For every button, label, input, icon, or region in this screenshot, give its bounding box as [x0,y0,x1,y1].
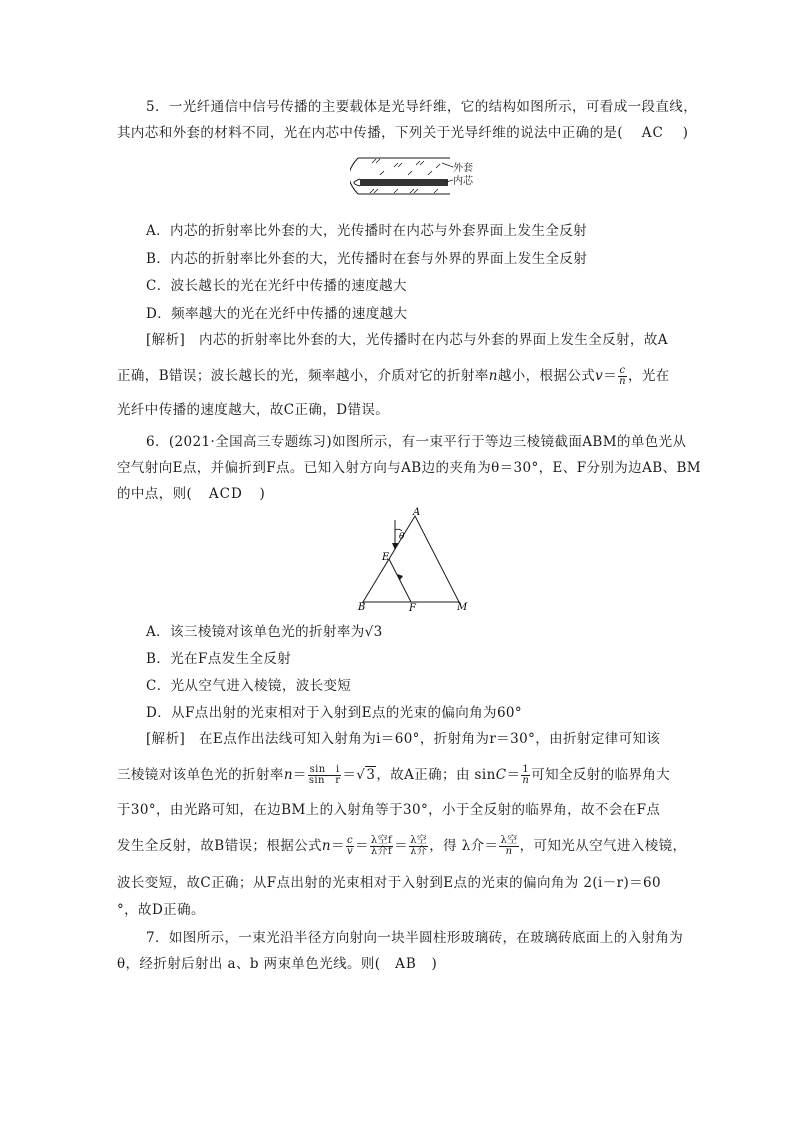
q6-sol-text-a: 三棱镜对该单色光的折射率 [117,767,284,783]
q5-option-a: A．内芯的折射率比外套的大，光传播时在内芯与外套界面上发生全反射 [146,223,588,239]
q6-option-b: B．光在F点发生全反射 [146,651,292,667]
q6-sol4-text-c: ，可知光从空气进入棱镜， [519,838,687,854]
frac-denominator: v [346,846,353,857]
q7-stem-text: θ，经折射后射出 a、b 两束单色光线。则( [117,956,381,972]
frac-numerator: λ空 [410,835,428,846]
frac-denominator: n [505,846,513,857]
q5-sol-var-n: n [488,368,498,384]
label-A: A [413,507,421,518]
sqrt-radicand: 3 [366,767,376,783]
q7-paren-close: ) [431,956,438,972]
fiber-label-outer: 外套 [453,163,473,174]
q6-sol4-eq2: ＝ [355,838,369,854]
label-B: B [358,602,366,613]
q6-sol4-text-b: ，得 λ介＝ [429,838,499,854]
frac-denominator: n [619,376,626,387]
q6-option-d: D．从F点出射的光束相对于入射到E点的光束的偏向角为60° [146,705,523,721]
frac-numerator: λ空f [370,835,393,846]
frac-denominator: n [522,775,530,786]
q6-solution-line-1: [解析] 在E点作出法线可知入射角为i＝60°，折射角为r＝30°，由折射定律可知该 [146,731,661,747]
q5-sol-text-a: 正确，B错误；波长越长的光，频率越小，介质对它的折射率 [117,368,489,384]
q6-sol-text-d: 可知全反射的临界角大 [531,767,671,783]
q5-option-c: C．波长越长的光在光纤中传播的速度越大 [146,278,407,294]
prism-triangle [363,516,459,602]
light-ray-inside [389,559,411,602]
q6-paren-close: ) [259,486,266,502]
q6-sol-sqrt: √3 [356,767,376,783]
q6-solution-line-6: °，故D正确。 [117,902,205,918]
fiber-label-inner: 内芯 [453,176,473,187]
q6-sol-fraction-sin [308,765,342,786]
q5-option-d: D．频率越大的光在光纤中传播的速度越大 [146,306,408,322]
q6-sol4-eq3: ＝ [394,838,409,854]
q5-paren-close: ) [682,125,689,141]
fiber-core [360,179,448,186]
q7-answer: AB [395,956,417,972]
q5-sol-text-c: ，光在 [627,368,670,384]
q6-sol4-var-n: n [321,838,332,854]
q6-sol4-frac-lf [370,836,393,857]
q5-stem-line-2 [117,124,688,142]
frac-numerator: sin i [309,764,340,775]
q5-solution-line-2 [117,366,670,387]
q7-stem-line-2 [117,955,437,973]
q6-sol4-frac-cv [346,836,354,857]
q6-option-c: C．光从空气进入棱镜，波长变短 [146,678,352,694]
q6-solution-line-3: 于30°，由光路可知，在边BM上的入射角等于30°，小于全反射的临界角，故不会在F点 [117,802,661,818]
q6-sol-eq-b: ＝ [342,767,357,783]
label-F: F [409,603,416,614]
q5-stem-text: 其内芯和外套的材料不同，光在内芯中传播，下列关于光导纤维的说法中正确的是( [117,125,624,141]
label-M: M [457,602,468,613]
label-E: E [382,552,390,563]
q6-sol-var-C: C [495,767,507,783]
q5-option-b: B．内芯的折射率比外套的大，光传播时在套与外界的界面上发生全反射 [146,251,588,267]
q7-stem-line-1: 7．如图所示，一束光沿半径方向射向一块半圆柱形玻璃砖，在玻璃砖底面上的入射角为 [146,930,684,946]
q6-solution-line-4 [117,836,686,857]
q5-solution-line-3: 光纤中传播的速度越大，故C正确，D错误。 [117,402,390,418]
q6-sol-eq2: ＝ [506,767,521,783]
q6-sol4-frac-ll [409,836,428,857]
q5-stem-line-1: 5．一光纤通信中信号传播的主要载体是光导纤维，它的结构如图所示，可看成一段直线， [146,99,698,115]
q5-sol-fraction [618,366,627,387]
q6-sol-var-n: n [283,767,293,783]
q6-sol-eq: ＝ [292,767,307,783]
q5-sol-var-v: v [595,368,604,384]
q5-sol-eq: ＝ [603,368,618,384]
q6-solution-line-5: 波长变短，故C正确；从F点出射的光束相对于入射到E点的光束的偏向角为 2(i－r)＝60 [117,875,662,891]
q6-solution-line-2 [117,765,670,786]
q6-sol4-frac-ln [499,836,518,857]
frac-numerator: 1 [522,764,530,775]
q5-answer: AC [641,125,664,141]
q6-stem-line-3 [117,485,265,503]
q6-sol-text-c: ，故A正确；由 sin [376,767,496,783]
q6-stem-text: 的中点，则( [117,486,193,502]
q6-sol4-eq: ＝ [331,838,345,854]
q6-option-a: A．该三棱镜对该单色光的折射率为√3 [146,624,383,640]
frac-denominator: λ介 [410,846,428,857]
frac-numerator: c [619,365,626,376]
frac-numerator: c [346,835,353,846]
label-theta: θ [399,532,405,542]
q6-sol-fraction-1n [521,765,530,786]
frac-denominator: λ介f [370,846,393,857]
q5-sol-text-b: 越小，根据公式 [497,368,596,384]
frac-numerator: λ空 [500,835,518,846]
q5-solution-line-1: [解析] 内芯的折射率比外套的大，光传播时在内芯与外套的界面上发生全反射，故A [146,332,668,348]
q6-stem-line-2: 空气射向E点，并偏折到F点。已知入射方向与AB边的夹角为θ＝30°，E、F分别为边AB、BM [117,460,701,476]
optical-fiber-figure [350,153,480,203]
q6-sol4-text-a: 发生全反射，故B错误；根据公式 [117,838,322,854]
q6-answer: ACD [208,486,243,502]
frac-denominator: sin r [308,775,341,786]
prism-figure [355,506,475,614]
q6-stem-line-1: 6．(2021·全国高三专题练习)如图所示，有一束平行于等边三棱镜截面ABM的单色光从 [146,434,687,450]
